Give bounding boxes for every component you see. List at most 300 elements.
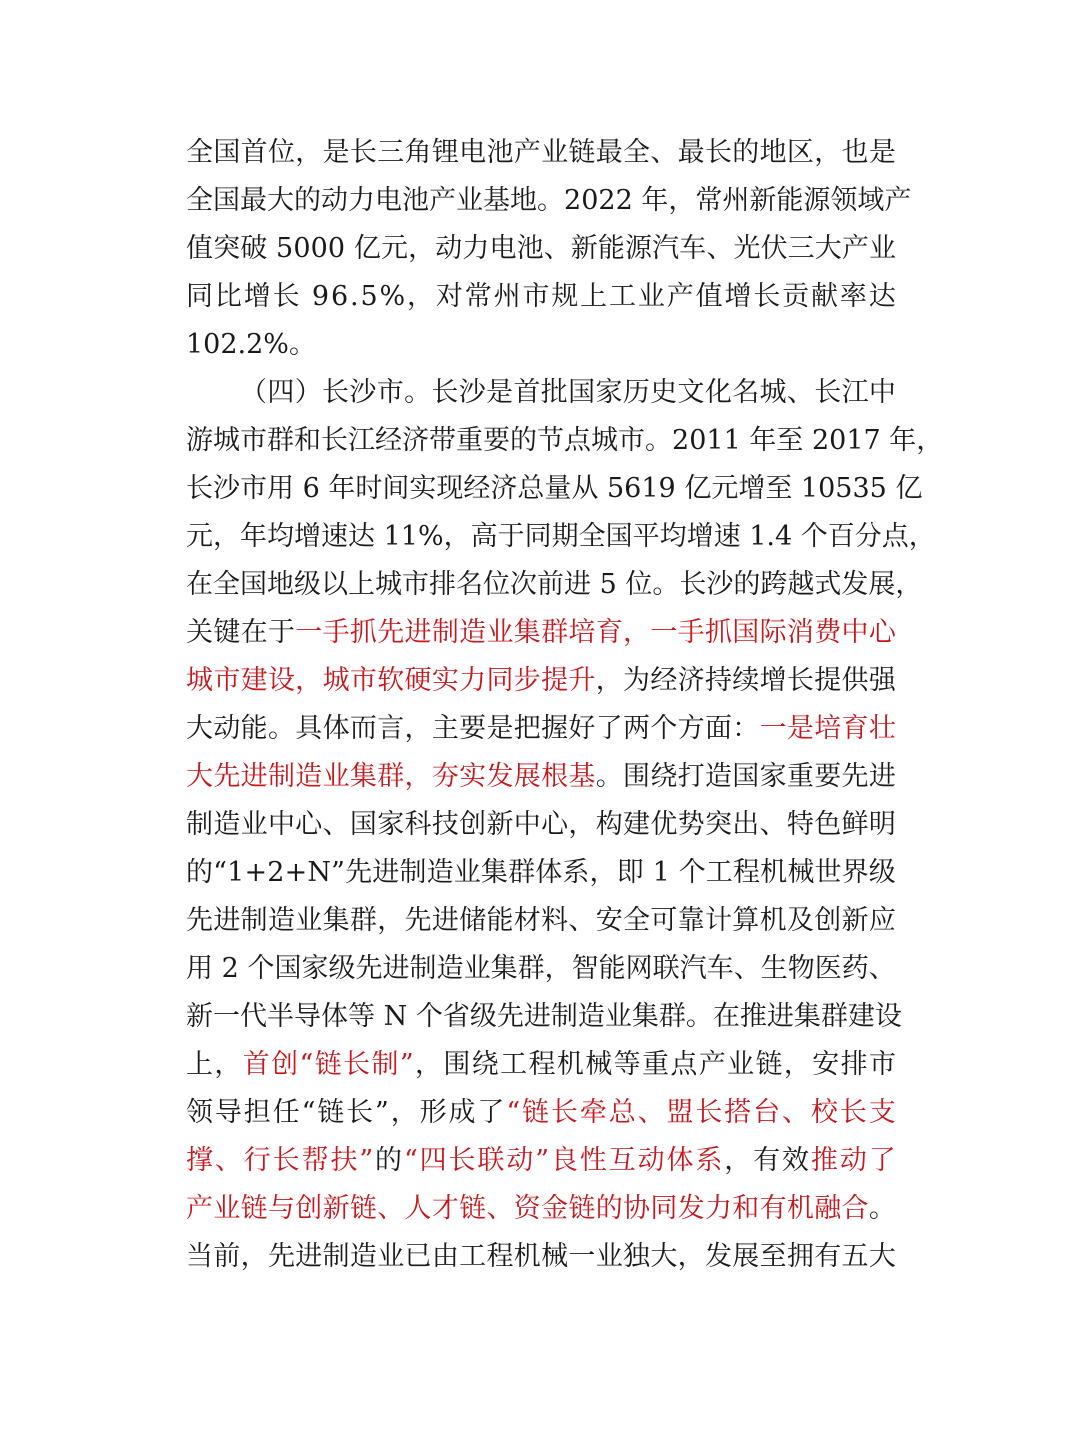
text-char: ： — [732, 713, 760, 744]
text-char: 键 — [213, 617, 241, 648]
text-char: 0 — [689, 425, 707, 456]
text-char: 把 — [513, 713, 541, 744]
text-line — [186, 1089, 896, 1137]
text-char: 电 — [375, 185, 402, 216]
text-char: 家 — [759, 761, 787, 792]
highlighted-char: 集 — [513, 617, 541, 648]
text-char: 。 — [652, 569, 680, 600]
text-char: 0 — [310, 233, 328, 264]
text-char: 一 — [213, 1001, 240, 1032]
text-char: 5 — [360, 281, 378, 312]
text-char: ” — [331, 857, 345, 888]
text-char: 续 — [732, 665, 760, 696]
text-char: 市 — [618, 425, 645, 456]
text-char: 最 — [240, 185, 267, 216]
highlighted-char: 设 — [267, 665, 295, 696]
text-char: 导 — [214, 1097, 242, 1128]
text-char: 全 — [186, 185, 213, 216]
text-char: 跨 — [760, 569, 788, 600]
text-char: 常 — [695, 185, 723, 216]
text-char: 名 — [456, 569, 483, 600]
text-char: 于 — [267, 617, 295, 648]
text-char: 破 — [240, 233, 268, 264]
text-char: 造 — [436, 953, 464, 984]
text-char: 大 — [814, 233, 842, 264]
text-char: 工 — [500, 1049, 528, 1080]
text-char: 和 — [294, 425, 321, 456]
text-char — [213, 945, 222, 993]
text-char: 大 — [650, 1241, 678, 1272]
text-char — [617, 561, 626, 609]
text-char — [670, 849, 679, 897]
text-char: 济 — [490, 473, 518, 504]
text-char: 产 — [841, 233, 869, 264]
highlighted-char: 软 — [377, 665, 405, 696]
text-char: 1 — [723, 425, 741, 456]
text-char: 江 — [841, 377, 869, 408]
text-char: 带 — [429, 425, 456, 456]
text-char: 链 — [568, 137, 596, 168]
text-char: 6 — [624, 473, 642, 504]
text-char: 2 — [598, 185, 616, 216]
text-char: . — [766, 521, 775, 552]
highlighted-char: 支 — [868, 1097, 896, 1128]
text-char: 亿 — [684, 473, 712, 504]
text-char: ， — [895, 569, 923, 600]
text-char: 批 — [540, 377, 568, 408]
text-char: 个 — [415, 1001, 443, 1032]
text-char: 集 — [490, 953, 518, 984]
text-char: 地 — [759, 137, 787, 168]
highlighted-char: 长 — [839, 1097, 867, 1128]
highlighted-char: 硬 — [404, 665, 432, 696]
text-char: 能 — [598, 953, 626, 984]
text-char: 围 — [443, 1049, 471, 1080]
text-char: 生 — [760, 953, 788, 984]
text-char: 绕 — [471, 1049, 499, 1080]
text-char: 市 — [240, 425, 267, 456]
text-char: 年 — [240, 521, 267, 552]
text-char: 好 — [568, 713, 596, 744]
text-char: 工 — [705, 857, 733, 888]
highlighted-char: 基 — [568, 761, 596, 792]
text-char: 汽 — [652, 233, 680, 264]
text-char: 增 — [686, 521, 714, 552]
text-char: 算 — [732, 905, 760, 936]
text-char: 联 — [652, 953, 680, 984]
text-char: 导 — [294, 1001, 321, 1032]
text-char: 围 — [623, 761, 650, 792]
text-line — [186, 321, 896, 369]
text-char: 半 — [267, 1001, 294, 1032]
highlighted-char: 的 — [595, 1193, 623, 1224]
text-char: 至 — [776, 425, 804, 456]
text-char: 业 — [463, 953, 491, 984]
text-char: 2 — [615, 185, 633, 216]
highlighted-char: 长 — [272, 1145, 300, 1176]
document-body — [186, 129, 944, 1281]
text-char: 0 — [581, 185, 599, 216]
highlighted-char: 和 — [732, 1193, 760, 1224]
text-char: 值 — [695, 281, 723, 312]
text-char — [792, 465, 801, 513]
highlighted-char: 、 — [214, 1145, 242, 1176]
highlighted-char: 群 — [377, 761, 405, 792]
text-char: 车 — [679, 233, 707, 264]
text-char: 至 — [765, 473, 793, 504]
text-char: 网 — [625, 953, 653, 984]
text-char: 市 — [376, 377, 404, 408]
text-char: 先 — [404, 905, 432, 936]
text-char: 工 — [459, 1241, 487, 1272]
text-char: 点 — [881, 521, 909, 552]
text-char: 造 — [213, 809, 241, 840]
text-char: 已 — [404, 1241, 432, 1272]
text-char: 。 — [404, 377, 432, 408]
text-line — [186, 705, 896, 753]
text-char: 国 — [274, 953, 302, 984]
text-char: 城 — [213, 425, 240, 456]
text-line — [186, 369, 896, 417]
text-char: 安 — [812, 1049, 840, 1080]
highlighted-char: 总 — [608, 1097, 636, 1128]
text-char: 1 — [706, 425, 724, 456]
text-segment: 102.2%。 — [186, 329, 316, 360]
text-char: 江 — [348, 425, 375, 456]
text-char: 储 — [459, 905, 487, 936]
highlighted-char: 协 — [623, 1193, 650, 1224]
text-char: ， — [213, 521, 240, 552]
text-char: 规 — [551, 281, 579, 312]
text-char: 绕 — [650, 761, 678, 792]
text-char: 程 — [486, 1241, 514, 1272]
highlighted-char: 机 — [786, 1193, 814, 1224]
text-char: 制 — [186, 809, 213, 840]
text-char: 中 — [267, 809, 295, 840]
highlighted-char: 良 — [550, 1145, 578, 1176]
text-char: 有 — [814, 1241, 842, 1272]
text-char: 在 — [712, 1001, 740, 1032]
text-char: 业 — [240, 809, 268, 840]
text-char: 新 — [749, 185, 777, 216]
text-char: 城 — [591, 425, 618, 456]
text-char: 群 — [349, 905, 377, 936]
highlighted-char: 消 — [786, 617, 814, 648]
highlighted-char: 市 — [213, 665, 241, 696]
text-char: 技 — [431, 809, 459, 840]
highlighted-char: 手 — [677, 617, 705, 648]
text-char: 区 — [786, 137, 814, 168]
text-char: 新 — [486, 809, 514, 840]
text-char: 国 — [213, 185, 240, 216]
text-char: 市 — [522, 281, 550, 312]
text-char: 打 — [677, 761, 705, 792]
text-char: 高 — [470, 521, 498, 552]
text-char: 制 — [240, 905, 268, 936]
text-char: 要 — [459, 713, 487, 744]
highlighted-char: 撑 — [186, 1145, 213, 1176]
text-char: 两 — [623, 713, 650, 744]
highlighted-char: 升 — [568, 665, 596, 696]
text-char: 工 — [609, 281, 637, 312]
text-char: ， — [404, 713, 432, 744]
text-char: 进 — [213, 905, 241, 936]
text-char: 先 — [496, 1001, 524, 1032]
text-char: 量 — [544, 473, 572, 504]
text-line — [186, 609, 896, 657]
highlighted-char: 行 — [243, 1145, 271, 1176]
highlighted-char: 业 — [213, 1193, 241, 1224]
text-char: 分 — [854, 521, 882, 552]
text-char: 动 — [321, 185, 348, 216]
text-char: 排 — [429, 569, 456, 600]
text-line — [186, 1185, 896, 1233]
text-char: 个 — [247, 953, 275, 984]
highlighted-char: 链 — [459, 1193, 487, 1224]
text-char: 言 — [377, 713, 405, 744]
text-char: 系 — [562, 857, 590, 888]
text-char: 也 — [841, 137, 869, 168]
text-char: 的 — [510, 425, 537, 456]
text-char: 经 — [463, 473, 491, 504]
text-char: 市 — [869, 1049, 896, 1080]
text-char: 期 — [551, 521, 579, 552]
text-char — [591, 561, 600, 609]
text-char: 经 — [375, 425, 402, 456]
highlighted-char: 动 — [637, 1145, 665, 1176]
text-char: 市 — [240, 473, 267, 504]
text-char: 智 — [571, 953, 599, 984]
text-char: 间 — [382, 473, 410, 504]
text-char: ， — [214, 1049, 242, 1080]
text-char: 械 — [585, 1049, 613, 1080]
text-char: 产 — [429, 185, 456, 216]
highlighted-char: ， — [404, 761, 432, 792]
highlighted-char: 联 — [477, 1145, 505, 1176]
highlighted-char: 首 — [242, 1049, 270, 1080]
text-char: 3 — [852, 473, 870, 504]
highlighted-char: “ — [403, 1145, 418, 1176]
text-char: 济 — [402, 425, 429, 456]
text-char: 长 — [431, 377, 459, 408]
text-char: 强 — [868, 665, 896, 696]
highlighted-char: 长 — [343, 1049, 371, 1080]
text-char: 年 — [328, 473, 356, 504]
text-char: 年 — [889, 425, 917, 456]
text-char: 力 — [462, 233, 490, 264]
text-char: 集 — [480, 857, 508, 888]
text-char: 、 — [786, 377, 814, 408]
text-char: 是 — [486, 377, 514, 408]
text-line — [186, 657, 896, 705]
text-char: 能 — [776, 185, 804, 216]
text-char: 了 — [595, 713, 623, 744]
text-char: 城 — [759, 377, 787, 408]
highlighted-char: 校 — [810, 1097, 838, 1128]
text-char: 持 — [704, 665, 732, 696]
text-line — [186, 225, 896, 273]
highlighted-char: 业 — [322, 761, 350, 792]
highlighted-char: 互 — [608, 1145, 636, 1176]
text-char: 市 — [402, 569, 429, 600]
highlighted-char: 牵 — [579, 1097, 607, 1128]
text-char: 要 — [814, 761, 842, 792]
text-char: 发 — [841, 569, 869, 600]
text-char: 实 — [409, 473, 437, 504]
text-char: 7 — [863, 425, 881, 456]
text-char: 同 — [186, 281, 213, 312]
highlighted-char: 抓 — [349, 617, 377, 648]
highlighted-char: 展 — [513, 761, 541, 792]
text-char: 设 — [874, 1001, 902, 1032]
highlighted-char: 、 — [782, 1097, 810, 1128]
text-char: 械 — [787, 857, 815, 888]
text-char: 级 — [328, 953, 356, 984]
text-char: 城 — [375, 569, 402, 600]
text-char — [345, 225, 354, 273]
text-char: 游 — [186, 425, 213, 456]
text-char: 基 — [483, 185, 510, 216]
text-char: ， — [668, 185, 696, 216]
text-char — [407, 993, 416, 1041]
text-char: 全 — [623, 905, 650, 936]
text-line — [186, 465, 923, 513]
text-char: 产 — [513, 137, 541, 168]
text-char: 增 — [294, 521, 321, 552]
highlighted-char: 培 — [814, 713, 842, 744]
highlighted-char: 融 — [814, 1193, 842, 1224]
text-char: 于 — [497, 521, 525, 552]
text-char: 造 — [577, 1001, 605, 1032]
text-char: 色 — [814, 809, 842, 840]
text-line — [186, 945, 896, 993]
text-char: 文 — [677, 377, 705, 408]
highlighted-char: 才 — [431, 1193, 459, 1224]
text-char: 沙 — [213, 473, 240, 504]
text-char: 5 — [276, 233, 294, 264]
highlighted-char: 台 — [753, 1097, 781, 1128]
text-char: 比 — [214, 281, 242, 312]
text-char: 5 — [606, 473, 625, 504]
text-char: 提 — [814, 665, 842, 696]
text-char: 献 — [811, 281, 839, 312]
highlighted-char: 资 — [513, 1193, 541, 1224]
text-char: 供 — [841, 665, 869, 696]
text-char: 地 — [267, 569, 294, 600]
text-char: 年 — [749, 425, 777, 456]
text-char: 握 — [541, 713, 569, 744]
text-char: 2 — [564, 185, 582, 216]
text-line — [186, 273, 896, 321]
text-char: 进 — [523, 1001, 551, 1032]
highlighted-char: 中 — [841, 617, 869, 648]
text-char: 0 — [818, 473, 836, 504]
highlighted-char: 有 — [759, 1193, 787, 1224]
text-char: 中 — [868, 377, 896, 408]
text-char: 展 — [868, 569, 896, 600]
text-char: 排 — [840, 1049, 868, 1080]
text-char: 拥 — [786, 1241, 814, 1272]
text-char: 常 — [464, 281, 492, 312]
text-char: 9 — [311, 281, 330, 312]
text-char: 制 — [322, 1241, 350, 1272]
text-char: 动 — [213, 713, 241, 744]
text-char: 先 — [841, 761, 869, 792]
text-char: 。 — [595, 761, 623, 792]
highlighted-char: 发 — [677, 1193, 705, 1224]
highlighted-char: 先 — [377, 617, 405, 648]
text-char: 经 — [650, 665, 678, 696]
text-char: 大 — [267, 185, 294, 216]
text-char: 的 — [733, 569, 761, 600]
text-char: 、 — [543, 233, 571, 264]
highlighted-char: 进 — [240, 761, 268, 792]
text-char: 个 — [678, 857, 706, 888]
text-char — [741, 513, 750, 561]
text-char: 全 — [213, 569, 240, 600]
text-char: 群 — [658, 1001, 686, 1032]
text-char: “ — [301, 1097, 316, 1128]
text-char: 省 — [442, 1001, 470, 1032]
text-char: 领 — [830, 185, 858, 216]
text-char: 达 — [348, 521, 375, 552]
text-char: 年 — [641, 185, 669, 216]
text-char: 长 — [346, 1097, 374, 1128]
text-char: . — [349, 281, 359, 312]
highlighted-char: 大 — [186, 761, 213, 792]
text-char: ， — [783, 1049, 811, 1080]
text-char: N — [307, 857, 331, 888]
text-char: 、 — [733, 953, 761, 984]
text-char: 业 — [727, 1049, 755, 1080]
text-char: 可 — [650, 905, 678, 936]
text-char: 总 — [517, 473, 545, 504]
highlighted-char: 制 — [431, 617, 459, 648]
highlighted-char: 根 — [541, 761, 569, 792]
text-char: 程 — [733, 857, 760, 888]
highlighted-char: 制 — [267, 761, 295, 792]
text-char: 形 — [419, 1097, 447, 1128]
text-char: 制 — [550, 1001, 578, 1032]
highlighted-char: 金 — [541, 1193, 569, 1224]
text-char: ， — [408, 233, 436, 264]
text-char: 元 — [711, 473, 739, 504]
text-char: 的 — [732, 137, 760, 168]
text-char: 速 — [713, 521, 741, 552]
text-char: 先 — [186, 905, 213, 936]
text-char: 能 — [486, 905, 514, 936]
text-char: 产 — [698, 1049, 726, 1080]
text-char: 新 — [186, 1001, 213, 1032]
highlighted-char: 际 — [759, 617, 787, 648]
text-char: 域 — [857, 185, 885, 216]
text-char: 代 — [240, 1001, 267, 1032]
text-char: % — [379, 281, 406, 312]
text-char: 业 — [637, 281, 665, 312]
text-char: 力 — [348, 185, 375, 216]
text-char: 级 — [868, 857, 896, 888]
highlighted-char: 一 — [650, 617, 678, 648]
text-char: 贡 — [782, 281, 810, 312]
highlighted-char: 帮 — [301, 1145, 329, 1176]
text-char: 关 — [186, 617, 213, 648]
highlighted-char: 城 — [186, 665, 213, 696]
text-char: 长 — [814, 377, 842, 408]
text-char: 四 — [267, 377, 295, 408]
text-char: 能 — [597, 233, 625, 264]
text-line — [186, 1137, 896, 1185]
text-char: 进 — [295, 1241, 323, 1272]
